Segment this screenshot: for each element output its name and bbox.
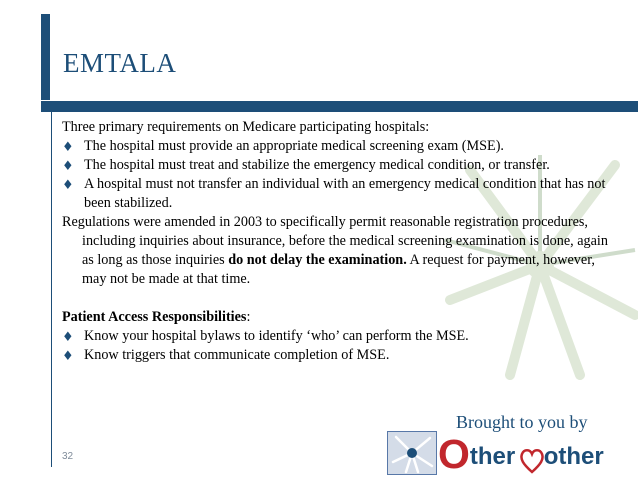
responsibilities-heading: Patient Access Responsibilities bbox=[62, 309, 247, 325]
diamond-bullet-icon: ♦ bbox=[62, 178, 74, 193]
regulations-paragraph bbox=[62, 213, 622, 289]
slide-title: EMTALA bbox=[63, 48, 177, 78]
responsibilities-heading-line bbox=[62, 308, 622, 327]
requirement-text: The hospital must treat and stabilize the emergency medical condition, or transfer. bbox=[84, 157, 550, 173]
content-left-rule bbox=[51, 112, 52, 467]
other-mother-logo bbox=[438, 431, 604, 477]
logo-word-other: other bbox=[543, 443, 604, 470]
requirement-text: A hospital must not transfer an individual with an emergency medical condition that has not been stabilized. bbox=[84, 176, 606, 211]
star-logo-icon bbox=[387, 431, 437, 475]
logo-letter-o: O bbox=[438, 431, 470, 477]
list-item bbox=[62, 327, 622, 346]
responsibilities-colon: : bbox=[246, 309, 251, 325]
title-accent-bar bbox=[41, 14, 50, 100]
responsibility-text: Know your hospital bylaws to identify ‘who’ can perform the MSE. bbox=[84, 328, 469, 344]
list-item bbox=[62, 137, 622, 156]
list-item bbox=[62, 156, 622, 175]
diamond-bullet-icon: ♦ bbox=[62, 349, 74, 364]
heart-icon bbox=[520, 448, 544, 474]
diamond-bullet-icon: ♦ bbox=[62, 159, 74, 174]
regulations-bold-text: do not delay the examination. bbox=[228, 252, 407, 268]
slide-content bbox=[62, 118, 622, 365]
logo-word-ther: ther bbox=[469, 443, 516, 470]
diamond-bullet-icon: ♦ bbox=[62, 140, 74, 155]
brought-to-you-by: Brought to you by bbox=[456, 412, 588, 432]
list-item bbox=[62, 346, 622, 365]
page-number: 32 bbox=[62, 451, 74, 462]
requirement-text: The hospital must provide an appropriate medical screening exam (MSE). bbox=[84, 138, 504, 154]
regulations-text: Regulations were amended in 2003 to specifically permit reasonable registration procedures, including inquiries about insurance, before the medical screening examination is done, again as long as those inquiries bbox=[62, 214, 608, 268]
responsibility-text: Know triggers that communicate completion of MSE. bbox=[84, 347, 390, 363]
requirements-intro: Three primary requirements on Medicare participating hospitals: bbox=[62, 119, 430, 135]
diamond-bullet-icon: ♦ bbox=[62, 330, 74, 345]
title-divider bbox=[41, 101, 638, 112]
list-item bbox=[62, 175, 622, 213]
regulations-end-text: A request for payment, however, may not be made at that time. bbox=[82, 252, 595, 287]
